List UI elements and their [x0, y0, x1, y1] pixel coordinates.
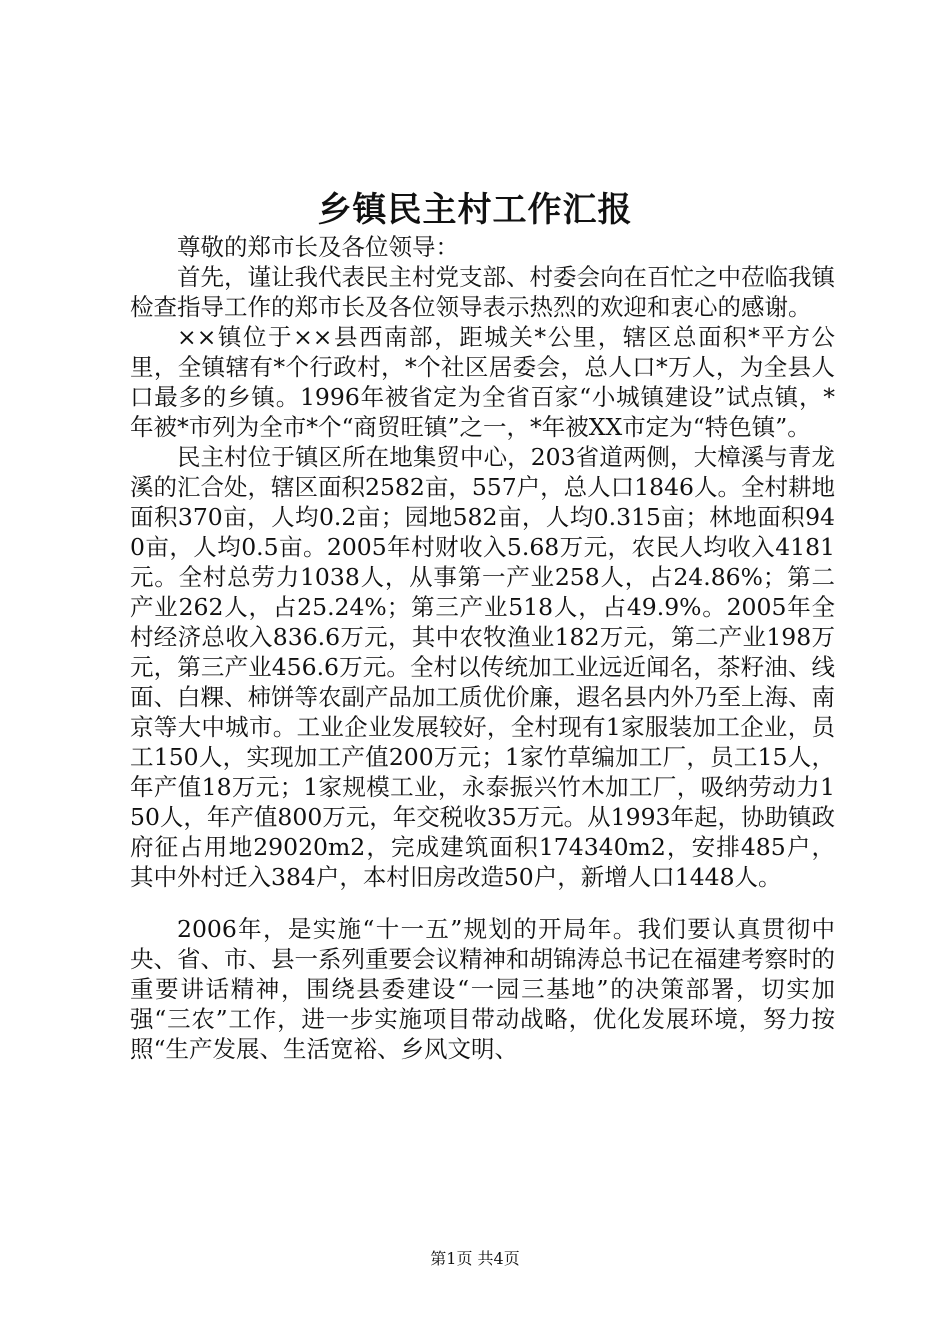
- document-body: [130, 232, 835, 1064]
- paragraph-2006-plan: 2006年，是实施“十一五”规划的开局年。我们要认真贯彻中央、省、市、县一系列重要会议精神和胡锦涛总书记在福建考察时的重要讲话精神，围绕县委建设“一园三基地”的决策部署，切实加强“三农”工作，进一步实施项目带动战略，优化发展环境，努力按照“生产发展、生活宽裕、乡风文明、: [130, 915, 835, 1063]
- paragraph-welcome: 首先，谨让我代表民主村党支部、村委会向在百忙之中莅临我镇检查指导工作的郑市长及各位领导表示热烈的欢迎和衷心的感谢。: [130, 263, 835, 321]
- page-footer: 第1页 共4页: [430, 1249, 520, 1268]
- document-title: 乡镇民主村工作汇报: [317, 190, 633, 230]
- greeting-line: 尊敬的郑市长及各位领导：: [177, 233, 459, 261]
- paragraph-village-overview: 民主村位于镇区所在地集贸中心，203省道两侧，大樟溪与青龙溪的汇合处，辖区面积2582亩，557户，总人口1846人。全村耕地面积370亩，人均0.2亩；园地582亩，人均0.315亩；林地面积940亩，人均0.5亩。2005年村财收入5.68万元，农民人均收入4181元。全村总劳力1038人，从事第一产业258人，占24.86%；第二产业262人，占25.24%；第三产业518人，占49.9%。2005年全村经济总收入836.6万元，其中农牧渔业182万元，第二产业198万元，第三产业456.6万元。全村以传统加工业远近闻名，茶籽油、线面、白粿、柿饼等农副产品加工质优价廉，遐名县内外乃至上海、南京等大中城市。工业企业发展较好，全村现有1家服装加工企业，员工150人，实现加工产值200万元；1家竹草编加工厂，员工15人，年产值18万元；1家规模工业，永泰振兴竹木加工厂，吸纳劳动力150人，年产值800万元，年交税收35万元。从1993年起，协助镇政府征占用地29020m2，完成建筑面积174340m2，安排485户，其中外村迁入384户，本村旧房改造50户，新增人口1448人。: [130, 443, 835, 891]
- paragraph-town-overview: ××镇位于××县西南部，距城关*公里，辖区总面积*平方公里，全镇辖有*个行政村，*个社区居委会，总人口*万人，为全县人口最多的乡镇。1996年被省定为全省百家“小城镇建设”试点镇，*年被*市列为全市*个“商贸旺镇”之一，*年被XX市定为“特色镇”。: [130, 323, 835, 441]
